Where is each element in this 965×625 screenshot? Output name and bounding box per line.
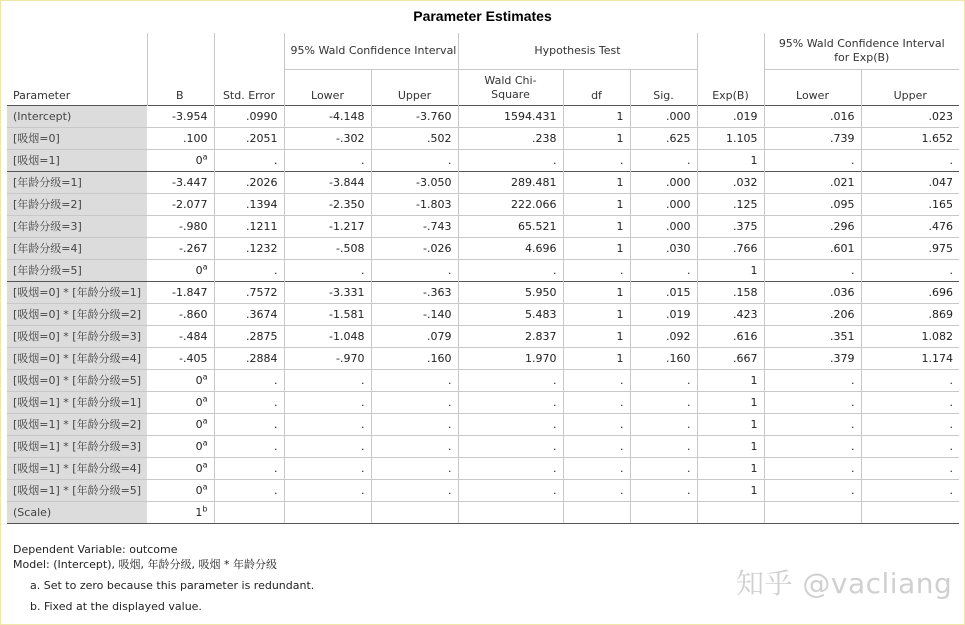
b-value: -2.077 xyxy=(172,197,208,211)
up-cell: -.026 xyxy=(371,237,458,259)
se-cell: .2051 xyxy=(214,127,284,149)
df-cell: 1 xyxy=(563,171,630,193)
up-cell: -.363 xyxy=(371,281,458,303)
chi-cell: . xyxy=(458,435,563,457)
parameter-cell: [吸烟=1] * [年龄分级=1] xyxy=(7,391,147,413)
lo-cell: . xyxy=(284,391,371,413)
se-cell: .2875 xyxy=(214,325,284,347)
watermark: 知乎 @vacliang xyxy=(736,567,953,600)
lo-cell: -.508 xyxy=(284,237,371,259)
eup-cell: . xyxy=(861,435,959,457)
parameter-cell: [吸烟=1] * [年龄分级=2] xyxy=(7,413,147,435)
df-cell: 1 xyxy=(563,303,630,325)
eup-cell: . xyxy=(861,369,959,391)
header-wald-ci-exp-text: 95% Wald Confidence Interval for Exp(B) xyxy=(778,36,945,64)
sig-cell: .000 xyxy=(630,215,697,237)
sig-cell: . xyxy=(630,479,697,501)
sig-cell: . xyxy=(630,149,697,171)
lo-cell: -.970 xyxy=(284,347,371,369)
lo-cell: -3.844 xyxy=(284,171,371,193)
b-cell xyxy=(147,259,214,281)
b-value: -.860 xyxy=(179,307,208,321)
header-wald-chi-text: Wald Chi-Square xyxy=(484,73,537,101)
up-cell: . xyxy=(371,413,458,435)
se-cell: .1211 xyxy=(214,215,284,237)
se-cell: . xyxy=(214,391,284,413)
header-expb: Exp(B) xyxy=(697,33,764,105)
chi-cell: .238 xyxy=(458,127,563,149)
eup-cell: .047 xyxy=(861,171,959,193)
sig-cell: .092 xyxy=(630,325,697,347)
se-cell: .2884 xyxy=(214,347,284,369)
b-cell xyxy=(147,193,214,215)
table-row xyxy=(7,105,959,127)
exp-cell: .375 xyxy=(697,215,764,237)
header-std-error: Std. Error xyxy=(214,33,284,105)
chi-cell: 289.481 xyxy=(458,171,563,193)
sig-cell: . xyxy=(630,391,697,413)
df-cell: 1 xyxy=(563,215,630,237)
b-cell xyxy=(147,369,214,391)
df-cell: 1 xyxy=(563,347,630,369)
exp-cell: .032 xyxy=(697,171,764,193)
header-df: df xyxy=(563,69,630,105)
elo-cell: .296 xyxy=(764,215,861,237)
parameter-cell: [年龄分级=5] xyxy=(7,259,147,281)
b-cell xyxy=(147,435,214,457)
parameter-cell: (Scale) xyxy=(7,501,147,523)
elo-cell: . xyxy=(764,413,861,435)
parameter-cell: [吸烟=0] xyxy=(7,127,147,149)
elo-cell: .016 xyxy=(764,105,861,127)
chi-cell: 5.950 xyxy=(458,281,563,303)
chi-cell: . xyxy=(458,369,563,391)
eup-cell: . xyxy=(861,259,959,281)
header-parameter: Parameter xyxy=(13,88,71,102)
lo-cell: . xyxy=(284,435,371,457)
lo-cell: -1.217 xyxy=(284,215,371,237)
chi-cell: 1.970 xyxy=(458,347,563,369)
exp-cell: 1 xyxy=(697,369,764,391)
df-cell: . xyxy=(563,457,630,479)
eup-cell: .869 xyxy=(861,303,959,325)
table-row xyxy=(7,391,959,413)
chi-cell: . xyxy=(458,413,563,435)
elo-cell: . xyxy=(764,369,861,391)
b-value: 1 xyxy=(195,505,203,519)
df-cell: . xyxy=(563,435,630,457)
chi-cell: . xyxy=(458,479,563,501)
parameter-cell: [吸烟=0] * [年龄分级=4] xyxy=(7,347,147,369)
exp-cell: 1.105 xyxy=(697,127,764,149)
exp-cell: .616 xyxy=(697,325,764,347)
up-cell: . xyxy=(371,369,458,391)
df-cell: . xyxy=(563,391,630,413)
header-wald-chi-square xyxy=(458,69,563,105)
table-row xyxy=(7,215,959,237)
parameter-cell: [年龄分级=2] xyxy=(7,193,147,215)
se-cell: .3674 xyxy=(214,303,284,325)
table-row xyxy=(7,325,959,347)
exp-cell: 1 xyxy=(697,457,764,479)
exp-cell: 1 xyxy=(697,479,764,501)
up-cell: . xyxy=(371,479,458,501)
parameter-cell: [吸烟=1] * [年龄分级=4] xyxy=(7,457,147,479)
b-cell xyxy=(147,149,214,171)
header-wald-ci: 95% Wald Confidence Interval xyxy=(284,33,458,69)
eup-cell: .975 xyxy=(861,237,959,259)
sig-cell: .000 xyxy=(630,193,697,215)
footnote-marker: a xyxy=(202,459,208,469)
se-cell: . xyxy=(214,457,284,479)
elo-cell: .036 xyxy=(764,281,861,303)
parameter-cell: (Intercept) xyxy=(7,105,147,127)
lo-cell: . xyxy=(284,479,371,501)
eup-cell: .696 xyxy=(861,281,959,303)
b-cell xyxy=(147,281,214,303)
df-cell: 1 xyxy=(563,325,630,347)
exp-cell: 1 xyxy=(697,149,764,171)
b-cell xyxy=(147,413,214,435)
footnote-marker: a xyxy=(202,415,208,425)
elo-cell: . xyxy=(764,457,861,479)
elo-cell: . xyxy=(764,149,861,171)
chi-cell: 1594.431 xyxy=(458,105,563,127)
table-row xyxy=(7,259,959,281)
b-value: 0 xyxy=(195,395,203,409)
elo-cell xyxy=(764,501,861,523)
parameter-cell: [年龄分级=3] xyxy=(7,215,147,237)
lo-cell: -1.581 xyxy=(284,303,371,325)
elo-cell: . xyxy=(764,435,861,457)
eup-cell xyxy=(861,501,959,523)
b-cell xyxy=(147,479,214,501)
lo-cell xyxy=(284,501,371,523)
exp-cell: .423 xyxy=(697,303,764,325)
table-row xyxy=(7,149,959,171)
b-value: 0 xyxy=(195,263,203,277)
chi-cell: 5.483 xyxy=(458,303,563,325)
df-cell: 1 xyxy=(563,281,630,303)
exp-cell: .019 xyxy=(697,105,764,127)
up-cell: -.743 xyxy=(371,215,458,237)
df-cell: . xyxy=(563,413,630,435)
chi-cell: 4.696 xyxy=(458,237,563,259)
table-row xyxy=(7,171,959,193)
eup-cell: . xyxy=(861,149,959,171)
exp-cell: 1 xyxy=(697,259,764,281)
b-value: -3.954 xyxy=(172,109,208,123)
elo-cell: . xyxy=(764,259,861,281)
parameter-estimates-table xyxy=(7,33,959,524)
lo-cell: . xyxy=(284,149,371,171)
se-cell: . xyxy=(214,259,284,281)
footnote-marker: b xyxy=(202,503,208,513)
exp-cell: 1 xyxy=(697,435,764,457)
se-cell: .0990 xyxy=(214,105,284,127)
eup-cell: 1.082 xyxy=(861,325,959,347)
table-row xyxy=(7,303,959,325)
elo-cell: .206 xyxy=(764,303,861,325)
eup-cell: . xyxy=(861,413,959,435)
header-hypothesis-test: Hypothesis Test xyxy=(458,33,697,69)
parameter-cell: [年龄分级=4] xyxy=(7,237,147,259)
table-row xyxy=(7,457,959,479)
sig-cell xyxy=(630,501,697,523)
up-cell: -1.803 xyxy=(371,193,458,215)
b-cell xyxy=(147,171,214,193)
chi-cell: . xyxy=(458,391,563,413)
parameter-cell: [吸烟=1] xyxy=(7,149,147,171)
footnote-marker: a xyxy=(202,151,208,161)
sig-cell: . xyxy=(630,259,697,281)
table-footnotes xyxy=(13,542,314,614)
up-cell: -.140 xyxy=(371,303,458,325)
footnote-marker: a xyxy=(202,261,208,271)
parameter-cell: [吸烟=0] * [年龄分级=2] xyxy=(7,303,147,325)
eup-cell: .023 xyxy=(861,105,959,127)
elo-cell: . xyxy=(764,479,861,501)
elo-cell: .739 xyxy=(764,127,861,149)
df-cell: . xyxy=(563,149,630,171)
sig-cell: .160 xyxy=(630,347,697,369)
header-wald-ci-exp xyxy=(764,33,959,69)
header-sig: Sig. xyxy=(630,69,697,105)
header-lower: Lower xyxy=(284,69,371,105)
b-cell xyxy=(147,501,214,523)
se-cell xyxy=(214,501,284,523)
b-value: 0 xyxy=(195,373,203,387)
lo-cell: . xyxy=(284,413,371,435)
eup-cell: . xyxy=(861,457,959,479)
chi-cell: . xyxy=(458,259,563,281)
chi-cell: . xyxy=(458,149,563,171)
df-cell xyxy=(563,501,630,523)
up-cell: .502 xyxy=(371,127,458,149)
note-model: Model: (Intercept), 吸烟, 年龄分级, 吸烟 * 年龄分级 xyxy=(13,558,277,571)
se-cell: . xyxy=(214,479,284,501)
table-row xyxy=(7,127,959,149)
parameter-cell: [年龄分级=1] xyxy=(7,171,147,193)
table-row xyxy=(7,479,959,501)
chi-cell: . xyxy=(458,457,563,479)
footnote-marker: a xyxy=(202,437,208,447)
table-row xyxy=(7,413,959,435)
sig-cell: . xyxy=(630,457,697,479)
parameter-cell: [吸烟=1] * [年龄分级=3] xyxy=(7,435,147,457)
note-b: b. Fixed at the displayed value. xyxy=(30,600,202,613)
se-cell: .7572 xyxy=(214,281,284,303)
up-cell: . xyxy=(371,149,458,171)
sig-cell: . xyxy=(630,369,697,391)
up-cell: . xyxy=(371,435,458,457)
table-body xyxy=(7,105,959,523)
df-cell: 1 xyxy=(563,105,630,127)
sig-cell: . xyxy=(630,413,697,435)
up-cell: .079 xyxy=(371,325,458,347)
lo-cell: . xyxy=(284,457,371,479)
table-title: Parameter Estimates xyxy=(413,8,552,24)
se-cell: . xyxy=(214,149,284,171)
table-row xyxy=(7,347,959,369)
b-value: -3.447 xyxy=(172,175,208,189)
b-value: -1.847 xyxy=(172,285,208,299)
b-value: -.267 xyxy=(179,241,208,255)
up-cell: . xyxy=(371,391,458,413)
lo-cell: -1.048 xyxy=(284,325,371,347)
eup-cell: . xyxy=(861,391,959,413)
parameter-cell: [吸烟=0] * [年龄分级=3] xyxy=(7,325,147,347)
header-upper: Upper xyxy=(371,69,458,105)
sig-cell: .015 xyxy=(630,281,697,303)
elo-cell: .021 xyxy=(764,171,861,193)
exp-cell: .158 xyxy=(697,281,764,303)
exp-cell: .766 xyxy=(697,237,764,259)
header-b: B xyxy=(147,33,214,105)
eup-cell: .476 xyxy=(861,215,959,237)
se-cell: . xyxy=(214,435,284,457)
up-cell xyxy=(371,501,458,523)
se-cell: .2026 xyxy=(214,171,284,193)
sig-cell: . xyxy=(630,435,697,457)
chi-cell: 222.066 xyxy=(458,193,563,215)
b-cell xyxy=(147,325,214,347)
up-cell: . xyxy=(371,259,458,281)
table-row xyxy=(7,237,959,259)
note-dependent: Dependent Variable: outcome xyxy=(13,543,178,556)
b-value: -.405 xyxy=(179,351,208,365)
up-cell: .160 xyxy=(371,347,458,369)
lo-cell: -2.350 xyxy=(284,193,371,215)
exp-cell: 1 xyxy=(697,413,764,435)
parameter-cell: [吸烟=0] * [年龄分级=5] xyxy=(7,369,147,391)
note-a: a. Set to zero because this parameter is redundant. xyxy=(30,579,315,592)
sig-cell: .000 xyxy=(630,171,697,193)
b-value: 0 xyxy=(195,439,203,453)
exp-cell: .125 xyxy=(697,193,764,215)
b-cell xyxy=(147,127,214,149)
b-cell xyxy=(147,215,214,237)
exp-cell: 1 xyxy=(697,391,764,413)
footnote-marker: a xyxy=(202,481,208,491)
up-cell: -3.050 xyxy=(371,171,458,193)
parameter-cell: [吸烟=1] * [年龄分级=5] xyxy=(7,479,147,501)
elo-cell: .351 xyxy=(764,325,861,347)
se-cell: .1394 xyxy=(214,193,284,215)
b-value: .100 xyxy=(183,131,208,145)
elo-cell: .379 xyxy=(764,347,861,369)
chi-cell: 2.837 xyxy=(458,325,563,347)
lo-cell: -4.148 xyxy=(284,105,371,127)
sig-cell: .000 xyxy=(630,105,697,127)
footnote-marker: a xyxy=(202,393,208,403)
eup-cell: . xyxy=(861,479,959,501)
chi-cell: 65.521 xyxy=(458,215,563,237)
eup-cell: 1.652 xyxy=(861,127,959,149)
b-value: 0 xyxy=(195,417,203,431)
lo-cell: . xyxy=(284,259,371,281)
header-exp-upper: Upper xyxy=(861,69,959,105)
elo-cell: .601 xyxy=(764,237,861,259)
b-cell xyxy=(147,105,214,127)
b-value: -.484 xyxy=(179,329,208,343)
sig-cell: .625 xyxy=(630,127,697,149)
b-cell xyxy=(147,347,214,369)
df-cell: 1 xyxy=(563,237,630,259)
table-row xyxy=(7,281,959,303)
eup-cell: .165 xyxy=(861,193,959,215)
up-cell: . xyxy=(371,457,458,479)
df-cell: . xyxy=(563,259,630,281)
exp-cell: .667 xyxy=(697,347,764,369)
b-value: 0 xyxy=(195,461,203,475)
lo-cell: . xyxy=(284,369,371,391)
table-row xyxy=(7,369,959,391)
df-cell: . xyxy=(563,369,630,391)
df-cell: . xyxy=(563,479,630,501)
elo-cell: .095 xyxy=(764,193,861,215)
b-cell xyxy=(147,237,214,259)
b-cell xyxy=(147,303,214,325)
lo-cell: -3.331 xyxy=(284,281,371,303)
exp-cell xyxy=(697,501,764,523)
df-cell: 1 xyxy=(563,127,630,149)
lo-cell: -.302 xyxy=(284,127,371,149)
b-cell xyxy=(147,391,214,413)
b-value: 0 xyxy=(195,153,203,167)
b-value: -.980 xyxy=(179,219,208,233)
footnote-marker: a xyxy=(202,371,208,381)
up-cell: -3.760 xyxy=(371,105,458,127)
header-exp-lower: Lower xyxy=(764,69,861,105)
df-cell: 1 xyxy=(563,193,630,215)
se-cell: . xyxy=(214,369,284,391)
elo-cell: . xyxy=(764,391,861,413)
chi-cell xyxy=(458,501,563,523)
b-cell xyxy=(147,457,214,479)
table-row xyxy=(7,501,959,523)
eup-cell: 1.174 xyxy=(861,347,959,369)
b-value: 0 xyxy=(195,483,203,497)
table-row xyxy=(7,193,959,215)
sig-cell: .019 xyxy=(630,303,697,325)
se-cell: . xyxy=(214,413,284,435)
table-row xyxy=(7,435,959,457)
sig-cell: .030 xyxy=(630,237,697,259)
se-cell: .1232 xyxy=(214,237,284,259)
parameter-cell: [吸烟=0] * [年龄分级=1] xyxy=(7,281,147,303)
